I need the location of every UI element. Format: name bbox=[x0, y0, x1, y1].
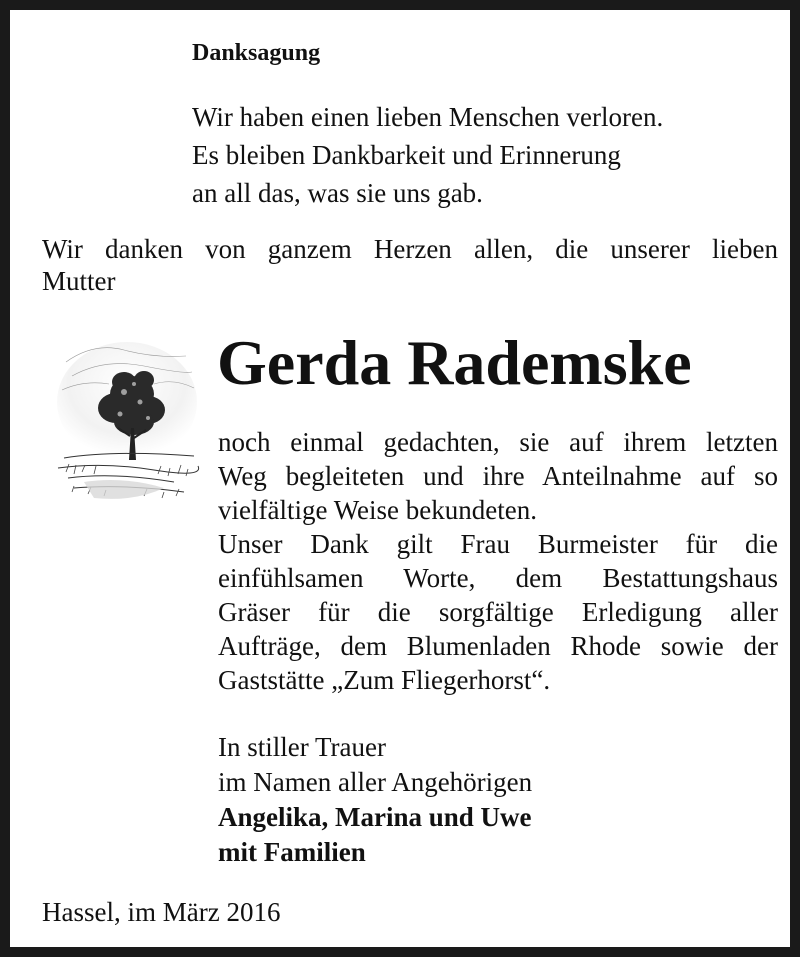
poem-line: Es bleiben Dankbarkeit und Erinnerung bbox=[192, 140, 621, 170]
signature-line: In stiller Trauer bbox=[218, 732, 386, 762]
deceased-name: Gerda Rademske bbox=[217, 327, 692, 398]
intro-line: Mutter bbox=[42, 266, 116, 296]
poem-line: an all das, was sie uns gab. bbox=[192, 178, 483, 208]
signature-names: mit Familien bbox=[218, 837, 366, 867]
thanks-body bbox=[218, 425, 778, 697]
body-line: Weg begleiteten und ihre Anteilnahme auf so bbox=[218, 461, 778, 491]
body-line: vielfältige Weise bekundeten. bbox=[218, 495, 537, 525]
body-line: Gräser für die sorgfältige Erledigung aller bbox=[218, 597, 778, 627]
tree-sketch-icon bbox=[54, 332, 200, 508]
body-line: noch einmal gedachten, sie auf ihrem letzten bbox=[218, 427, 778, 457]
body-line: Aufträge, dem Blumenladen Rhode sowie der bbox=[218, 631, 778, 661]
body-line: Gaststätte „Zum Fliegerhorst“. bbox=[218, 665, 551, 695]
intro-line: Wir danken von ganzem Herzen allen, die unserer lieben bbox=[42, 234, 778, 264]
poem-line: Wir haben einen lieben Menschen verloren. bbox=[192, 102, 664, 132]
body-line: einfühlsamen Worte, dem Bestattungshaus bbox=[218, 563, 778, 593]
signature-names: Angelika, Marina und Uwe bbox=[218, 802, 532, 832]
signature-line: im Namen aller Angehörigen bbox=[218, 767, 533, 797]
notice-heading: Danksagung bbox=[192, 40, 321, 66]
intro-text bbox=[42, 233, 778, 297]
signature-block bbox=[218, 730, 532, 870]
body-line: Unser Dank gilt Frau Burmeister für die bbox=[218, 529, 778, 559]
place-date: Hassel, im März 2016 bbox=[42, 897, 281, 927]
poem bbox=[192, 98, 663, 212]
